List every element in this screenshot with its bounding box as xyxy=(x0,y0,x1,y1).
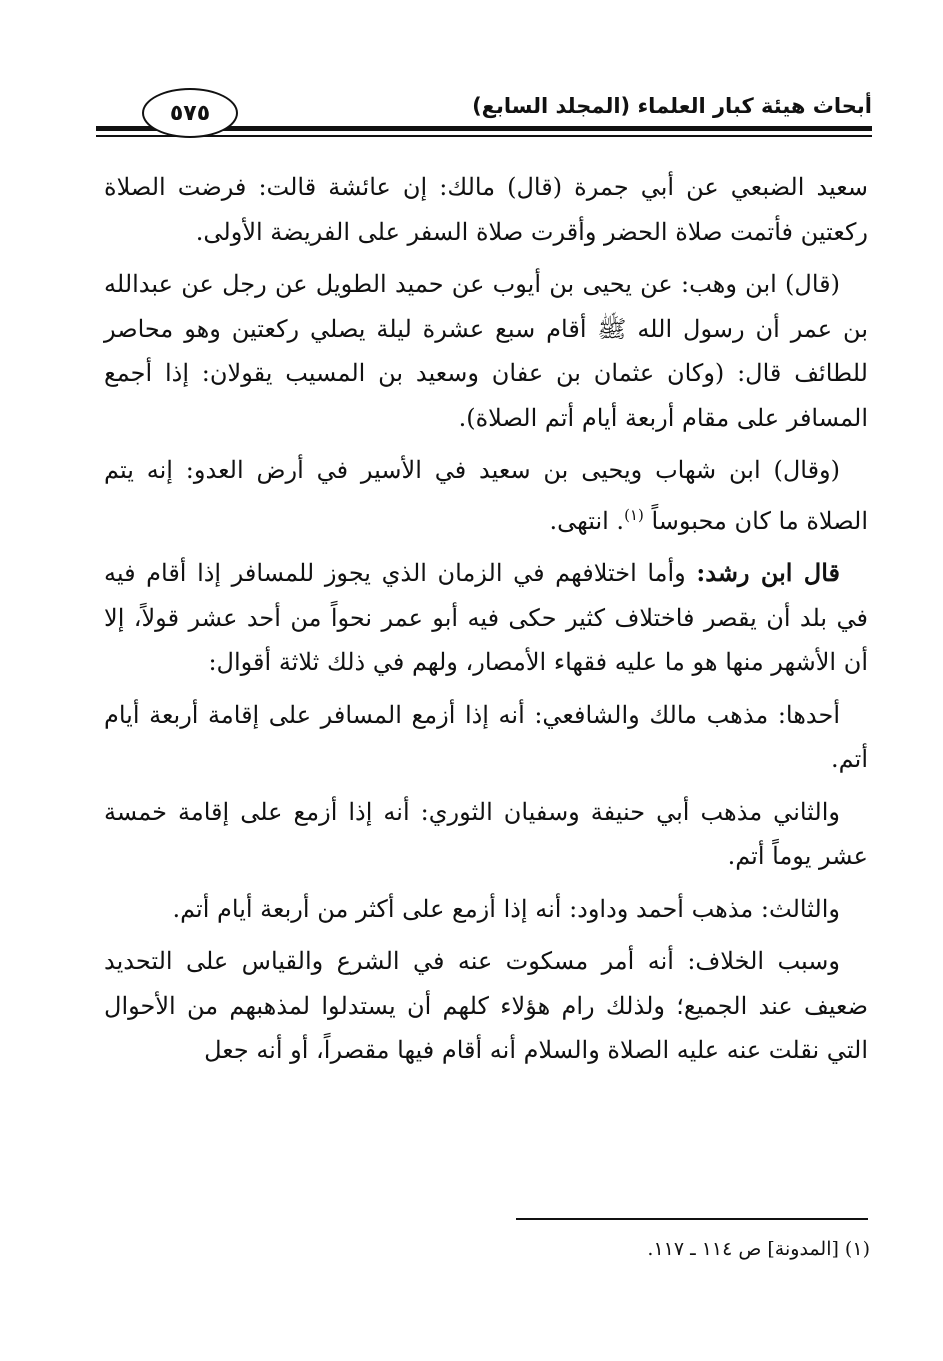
paragraph-reason: وسبب الخلاف: أنه أمر مسكوت عنه في الشرع والقياس على التحديد ضعيف عند الجميع؛ ولذلك رام هؤلاء كلهم أن يستدلوا لمذهبهم من الأحوال التي نقلت عنه عليه الصلاة والسلام أنه أقام فيها مقصراً، أو أنه جعل xyxy=(104,947,869,1064)
paragraph-ibn-wahb: (قال) ابن وهب: عن يحيى بن أيوب عن حميد الطويل عن رجل عن عبدالله بن عمر أن رسول الله ﷺ أقام سبع عشرة ليلة يصلي ركعتين وهو محاصر للطائف قال: (وكان عثمان بن عفان وسعيد بن المسيب يقولان: إذا أجمع المسافر على مقام أربعة أيام أتم الصلاة). xyxy=(104,270,868,432)
footnote-rule xyxy=(516,1218,868,1220)
ibn-rushd-text: وأما اختلافهم في الزمان الذي يجوز للمسافر إذا أقام فيه في بلد أن يقصر فاختلاف كثير حكى فيه أبو عمر نحواً من أحد عشر قولاً، إلا أن الأشهر منها هو ما عليه فقهاء الأمصار، ولهم في ذلك ثلاثة أقوال: xyxy=(104,559,868,676)
footnote: (١) [المدونة] ص ١١٤ ـ ١١٧. xyxy=(647,1238,870,1260)
ibn-rushd-lead: قال ابن رشد: xyxy=(696,558,840,587)
shihab-end: . انتهى. xyxy=(549,506,625,535)
running-title: أبحاث هيئة كبار العلماء (المجلد السابع) xyxy=(472,94,872,118)
shihab-text: (وقال) ابن شهاب ويحيى بن سعيد في الأسير في أرض العدو: إنه يتم الصلاة ما كان محبوساً xyxy=(104,456,868,535)
paragraph-ibn-shihab xyxy=(104,448,868,543)
paragraph-opinion-third: والثالث: مذهب أحمد وداود: أنه إذا أزمع على أكثر من أربعة أيام أتم. xyxy=(172,894,840,923)
paragraph-ibn-rushd xyxy=(104,551,868,685)
main-text xyxy=(104,165,868,1081)
paragraph-opinion-second: والثاني مذهب أبي حنيفة وسفيان الثوري: أنه إذا أزمع على إقامة خمسة عشر يوماً أتم. xyxy=(104,797,868,870)
paragraph-opinion-first: أحدها: مذهب مالك والشافعي: أنه إذا أزمع المسافر على إقامة أربعة أيام أتم. xyxy=(104,700,868,773)
footnote-marker: (١) xyxy=(624,505,644,524)
page-number: ٥٧٥ xyxy=(142,88,238,138)
header-rule-thin xyxy=(96,135,872,137)
page-header xyxy=(96,84,872,144)
paragraph-aisha: سعيد الضبعي عن أبي جمرة (قال) مالك: إن عائشة قالت: فرضت الصلاة ركعتين فأتمت صلاة الحضر وأقرت صلاة السفر على الفريضة الأولى. xyxy=(104,173,868,246)
